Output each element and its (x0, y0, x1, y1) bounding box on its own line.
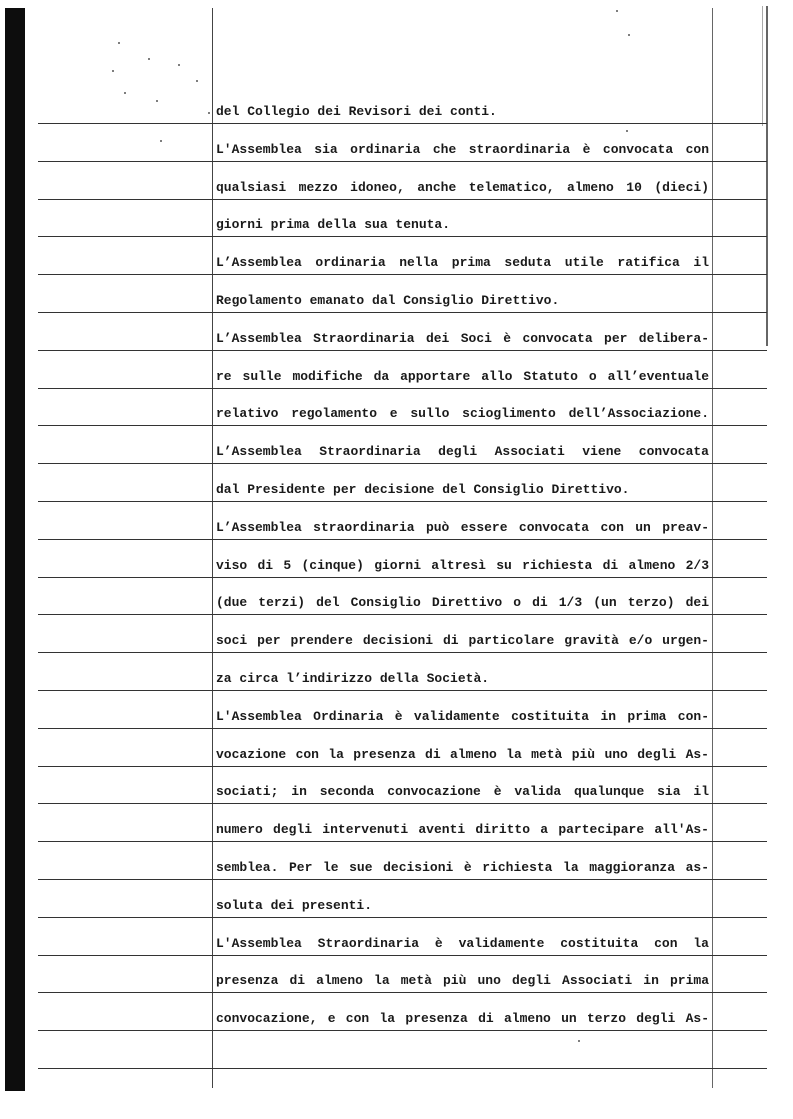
text-line: sociati; in seconda convocazione è valida qualunque sia il (216, 784, 709, 799)
rule-line (38, 539, 212, 540)
text-line: giorni prima della sua tenuta. (216, 217, 451, 232)
text-line: L’Assemblea Straordinaria degli Associati viene convocata (216, 444, 709, 459)
margin-line (212, 8, 213, 1088)
rule-line (212, 652, 767, 653)
scan-speck (208, 112, 210, 114)
scan-speck (628, 34, 630, 36)
rule-line (212, 463, 767, 464)
rule-line (38, 501, 212, 502)
rule-line (38, 1068, 212, 1069)
right-margin-line (712, 8, 713, 1088)
text-line: viso di 5 (cinque) giorni altresì su richiesta di almeno 2/3 (216, 558, 709, 573)
scan-speck (124, 92, 126, 94)
rule-line (38, 236, 212, 237)
rule-line (212, 312, 767, 313)
rule-line (38, 161, 212, 162)
rule-line (212, 350, 767, 351)
text-line: L’Assemblea Straordinaria dei Soci è convocata per delibera- (216, 331, 709, 346)
scan-speck (616, 10, 618, 12)
rule-line (38, 614, 212, 615)
text-line: L'Assemblea Ordinaria è validamente costituita in prima con- (216, 709, 709, 724)
rule-line (212, 501, 767, 502)
text-line: presenza di almeno la metà più uno degli Associati in prima (216, 973, 709, 988)
rule-line (212, 614, 767, 615)
text-line: vocazione con la presenza di almeno la metà più uno degli As- (216, 747, 709, 762)
rule-line (38, 690, 212, 691)
scan-speck (160, 140, 162, 142)
scan-speck (118, 42, 120, 44)
text-line: L'Assemblea sia ordinaria che straordinaria è convocata con (216, 142, 709, 157)
rule-line (212, 1030, 767, 1031)
rule-line (212, 236, 767, 237)
text-line: Regolamento emanato dal Consiglio Direttivo. (216, 293, 560, 308)
rule-line (212, 917, 767, 918)
rule-line (212, 728, 767, 729)
text-line: re sulle modifiche da apportare allo Statuto o all’eventuale (216, 369, 709, 384)
rule-line (38, 766, 212, 767)
rule-line (38, 388, 212, 389)
scan-speck (578, 1040, 580, 1042)
rule-line (212, 577, 767, 578)
rule-line (212, 690, 767, 691)
rule-line (212, 539, 767, 540)
text-line: za circa l’indirizzo della Società. (216, 671, 490, 686)
rule-line (212, 992, 767, 993)
rule-line (212, 879, 767, 880)
rule-line (38, 728, 212, 729)
text-line: qualsiasi mezzo idoneo, anche telematico, almeno 10 (dieci) (216, 180, 709, 195)
rule-line (38, 1030, 212, 1031)
scan-speck (112, 70, 114, 72)
rule-line (212, 1068, 767, 1069)
text-line: soci per prendere decisioni di particolare gravità e/o urgen- (216, 633, 709, 648)
rule-line (38, 577, 212, 578)
rule-line (212, 274, 767, 275)
scan-speck (156, 100, 158, 102)
text-line: L'Assemblea Straordinaria è validamente costituita con la (216, 936, 709, 951)
rule-line (38, 312, 212, 313)
text-line: soluta dei presenti. (216, 898, 373, 913)
rule-line (38, 123, 212, 124)
text-line: L’Assemblea ordinaria nella prima seduta utile ratifica il (216, 255, 709, 270)
text-line: dal Presidente per decisione del Consiglio Direttivo. (216, 482, 630, 497)
rule-line (212, 425, 767, 426)
rule-line (38, 803, 212, 804)
text-line: L’Assemblea straordinaria può essere convocata con un preav- (216, 520, 709, 535)
text-line: del Collegio dei Revisori dei conti. (216, 104, 497, 119)
text-line: numero degli intervenuti aventi diritto a partecipare all'As- (216, 822, 709, 837)
text-line: semblea. Per le sue decisioni è richiesta la maggioranza as- (216, 860, 709, 875)
rule-line (38, 652, 212, 653)
scan-speck (148, 58, 150, 60)
scan-speck (196, 80, 198, 82)
rule-line (212, 199, 767, 200)
rule-line (38, 955, 212, 956)
rule-line (212, 388, 767, 389)
rule-line (38, 879, 212, 880)
rule-line (38, 199, 212, 200)
binding-strip (5, 8, 25, 1091)
page-edge-line (766, 6, 768, 346)
scan-speck (626, 130, 628, 132)
rule-line (212, 766, 767, 767)
rule-line (212, 161, 767, 162)
scan-speck (178, 64, 180, 66)
rule-line (38, 917, 212, 918)
rule-line (212, 841, 767, 842)
rule-line (38, 992, 212, 993)
rule-line (212, 123, 767, 124)
rule-line (212, 803, 767, 804)
rule-line (212, 955, 767, 956)
page-edge-line (762, 6, 763, 126)
rule-line (38, 841, 212, 842)
rule-line (38, 425, 212, 426)
rule-line (38, 463, 212, 464)
text-line: relativo regolamento e sullo scioglimento dell’Associazione. (216, 406, 709, 421)
rule-line (38, 274, 212, 275)
text-line: convocazione, e con la presenza di almeno un terzo degli As- (216, 1011, 709, 1026)
text-line: (due terzi) del Consiglio Direttivo o di 1/3 (un terzo) dei (216, 595, 709, 610)
rule-line (38, 350, 212, 351)
